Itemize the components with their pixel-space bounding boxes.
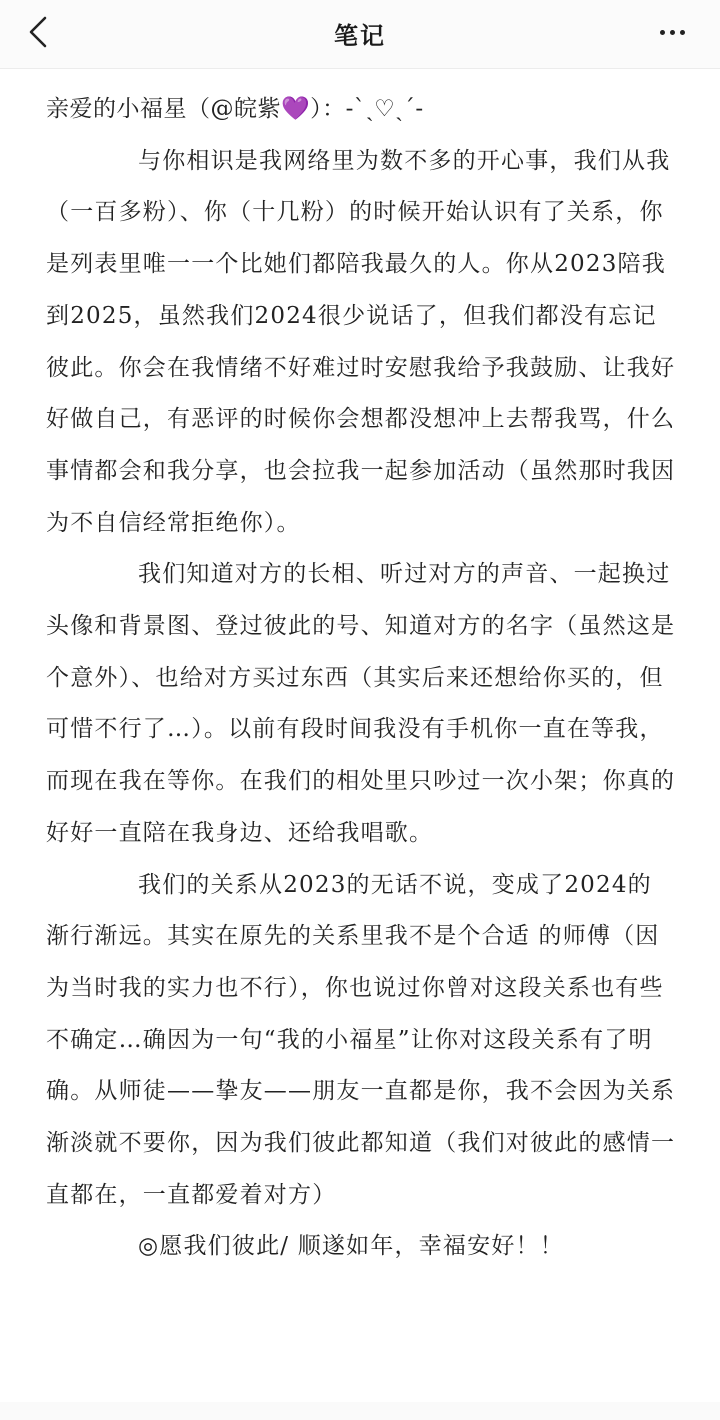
note-paragraph-1: 与你相识是我网络里为数不多的开心事，我们从我（一百多粉）、你（十几粉）的时候开始认识有了关系，你是列表里唯一一个比她们都陪我最久的人。你从2023陪我到2025，虽然我们2024很少说话了，但我们都没有忘记彼此。你会在我情绪不好难过时安慰我给予我鼓励、让我好好做自己，有恶评的时候你会想都没想冲上去帮我骂，什么事情都会和我分享，也会拉我一起参加活动（虽然那时我因为不自信经常拒绝你）。: [46, 147, 676, 536]
note-body[interactable]: [46, 84, 676, 1273]
top-nav-bar: [0, 0, 720, 69]
more-horizontal-icon: [670, 30, 675, 35]
note-paragraph-3: 我们的关系从2023的无话不说，变成了2024的渐行渐远。其实在原先的关系里我不是个合适 的师傅（因为当时我的实力也不行），你也说过你曾对这段关系也有些不确定…确因为一句“我的小福星”让你对这段关系有了明确。从师徒——挚友——朋友一直都是你，我不会因为关系渐淡就不要你，因为我们彼此都知道（我们对彼此的感情一直都在，一直都爱着对方）: [46, 871, 676, 1208]
note-paragraph-4: ◎愿我们彼此/ 顺遂如年，幸福安好！！: [138, 1233, 564, 1260]
more-horizontal-icon: [660, 30, 665, 35]
more-horizontal-icon: [680, 30, 685, 35]
bottom-edge: [0, 1402, 720, 1420]
note-greeting: 亲爱的小福星（@皖紫💜）：-ˋˏ♡ˎˊ-: [46, 96, 424, 122]
more-button[interactable]: [646, 14, 698, 50]
page-title: 笔记: [334, 22, 386, 50]
note-paragraph-2: 我们知道对方的长相、听过对方的声音、一起换过头像和背景图、登过彼此的号、知道对方的名字（虽然这是个意外）、也给对方买过东西（其实后来还想给你买的，但可惜不行了…）。以前有段时间我没有手机你一直在等我，而现在我在等你。在我们的相处里只吵过一次小架；你真的好好一直陪在我身边、还给我唱歌。: [46, 561, 676, 846]
